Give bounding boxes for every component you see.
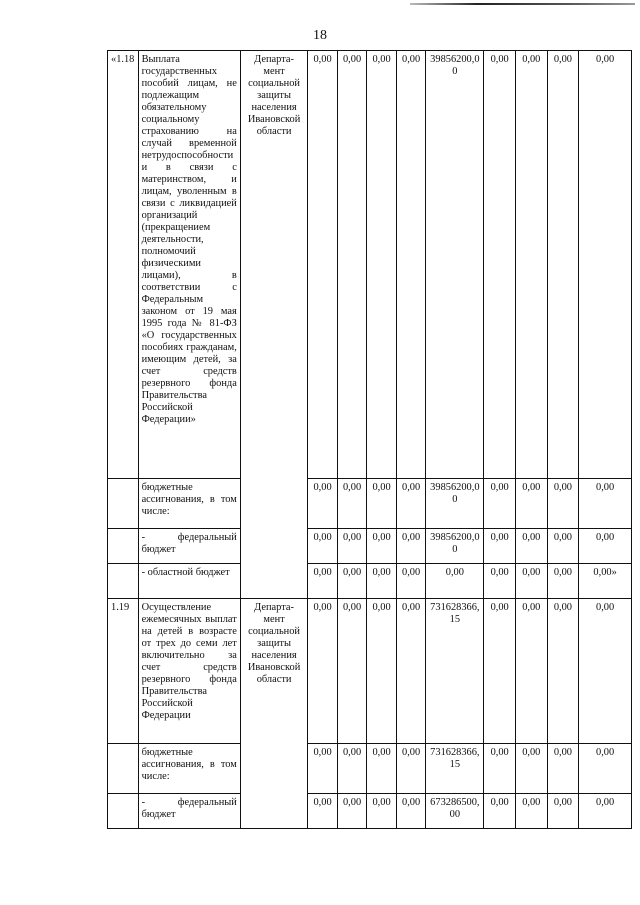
row-number-empty (108, 564, 139, 599)
table-row (108, 51, 632, 479)
row-executor: Департа-мент социальной защиты населения Ивановской области (240, 599, 307, 829)
row-number-empty (108, 794, 139, 829)
value-cell: 0,00 (579, 529, 632, 564)
row-number: «1.18 (108, 51, 139, 479)
value-cell: 0,00 (484, 794, 516, 829)
value-cell: 0,00 (367, 564, 397, 599)
value-cell: 0,00 (396, 51, 426, 479)
row-number-empty (108, 529, 139, 564)
value-cell: 0,00 (484, 564, 516, 599)
value-cell: 0,00 (579, 599, 632, 744)
value-cell: 0,00 (484, 529, 516, 564)
value-cell: 0,00 (484, 744, 516, 794)
scan-top-line (410, 3, 635, 5)
value-cell: 0,00 (337, 744, 367, 794)
value-cell: 0,00 (547, 599, 579, 744)
row-executor: Департа-мент социальной защиты населения Ивановской области (240, 51, 307, 599)
value-cell: 0,00 (547, 479, 579, 529)
value-cell: 0,00 (579, 51, 632, 479)
value-cell: 731628366,15 (426, 599, 484, 744)
value-cell: 0,00 (515, 529, 547, 564)
value-cell: 0,00 (396, 529, 426, 564)
table-row (108, 744, 632, 794)
budget-table (107, 50, 632, 829)
value-cell: 0,00 (396, 794, 426, 829)
value-cell: 0,00 (367, 51, 397, 479)
row-description: - областной бюджет (138, 564, 240, 599)
value-cell: 0,00 (515, 744, 547, 794)
value-cell: 0,00 (337, 529, 367, 564)
value-cell: 0,00 (547, 564, 579, 599)
value-cell: 0,00 (337, 794, 367, 829)
row-description: Осуществление ежемесячных выплат на детей в возрасте от трех до семи лет включительно за счет средств резервного фонда Правительства Российской Федерации (138, 599, 240, 744)
value-cell: 0,00 (337, 479, 367, 529)
value-cell: 0,00 (515, 599, 547, 744)
value-cell: 0,00 (426, 564, 484, 599)
value-cell: 0,00 (396, 564, 426, 599)
value-cell: 0,00 (308, 564, 338, 599)
value-cell: 39856200,00 (426, 529, 484, 564)
table-row (108, 529, 632, 564)
value-cell: 0,00 (308, 744, 338, 794)
value-cell: 0,00 (547, 529, 579, 564)
table-row (108, 564, 632, 599)
value-cell: 0,00 (547, 794, 579, 829)
row-number-empty (108, 479, 139, 529)
value-cell: 0,00 (337, 564, 367, 599)
value-cell: 0,00 (396, 744, 426, 794)
value-cell: 0,00 (579, 479, 632, 529)
value-cell: 39856200,00 (426, 51, 484, 479)
value-cell: 0,00 (515, 794, 547, 829)
row-description: - федеральный бюджет (138, 529, 240, 564)
value-cell: 0,00 (515, 564, 547, 599)
value-cell: 0,00 (337, 599, 367, 744)
value-cell: 0,00 (367, 529, 397, 564)
row-number: 1.19 (108, 599, 139, 744)
value-cell: 0,00 (308, 599, 338, 744)
row-description: бюджетные ассигнования, в том числе: (138, 479, 240, 529)
value-cell: 0,00 (367, 599, 397, 744)
value-cell: 0,00 (484, 479, 516, 529)
value-cell: 0,00 (579, 744, 632, 794)
value-cell: 0,00 (308, 529, 338, 564)
value-cell: 731628366,15 (426, 744, 484, 794)
page-number: 18 (313, 28, 327, 43)
value-cell: 0,00 (515, 51, 547, 479)
table-row (108, 599, 632, 744)
row-description: Выплата государственных пособий лицам, не подлежащим обязательному социальному страхованию на случай временной нетрудоспособности и в связи с материнством, и лицам, уволенным в связи с ликвидацией организаций (прекращением деятельности, полномочий физическими лицами), в соответствии с Федеральным законом от 19 мая 1995 года № 81-ФЗ «О государственных пособиях гражданам, имеющим детей, за счет средств резервного фонда Правительства Российской Федерации» (138, 51, 240, 479)
value-cell: 673286500,00 (426, 794, 484, 829)
value-cell: 0,00 (484, 51, 516, 479)
value-cell: 0,00 (367, 744, 397, 794)
table-row (108, 479, 632, 529)
value-cell: 0,00 (484, 599, 516, 744)
value-cell: 0,00 (579, 794, 632, 829)
value-cell: 0,00 (547, 51, 579, 479)
value-cell: 0,00 (367, 479, 397, 529)
row-number-empty (108, 744, 139, 794)
value-cell: 0,00 (308, 794, 338, 829)
value-cell: 0,00 (308, 51, 338, 479)
value-cell: 0,00 (396, 479, 426, 529)
value-cell: 0,00» (579, 564, 632, 599)
table-row (108, 794, 632, 829)
value-cell: 0,00 (308, 479, 338, 529)
value-cell: 0,00 (337, 51, 367, 479)
value-cell: 0,00 (515, 479, 547, 529)
value-cell: 39856200,00 (426, 479, 484, 529)
row-description: бюджетные ассигнования, в том числе: (138, 744, 240, 794)
value-cell: 0,00 (396, 599, 426, 744)
row-description: - федеральный бюджет (138, 794, 240, 829)
value-cell: 0,00 (547, 744, 579, 794)
value-cell: 0,00 (367, 794, 397, 829)
